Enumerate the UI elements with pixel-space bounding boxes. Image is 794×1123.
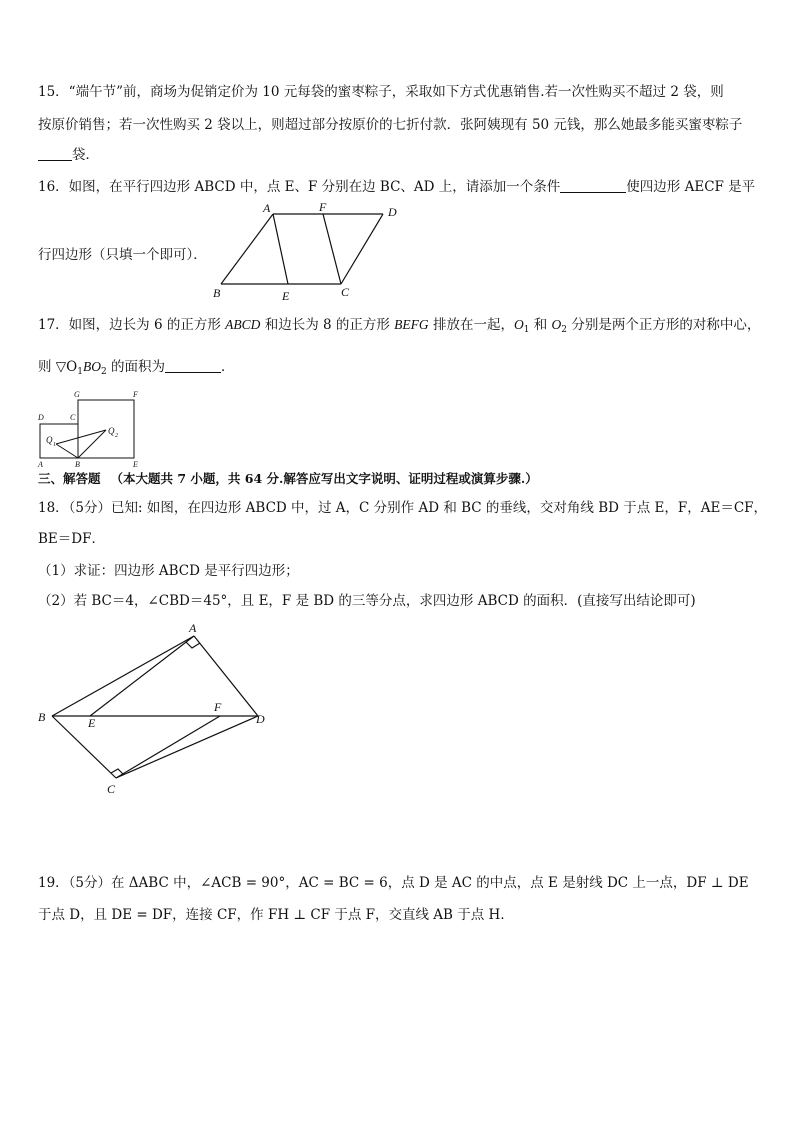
q18-part1: （1）求证：四边形 ABCD 是平行四边形；	[38, 563, 299, 579]
q18-line1: 18．（5分）已知: 如图，在四边形 ABCD 中，过 A，C 分别作 AD 和 BC 的垂线，交对角线 BD 于点 E，F，AE＝CF，	[38, 500, 768, 516]
q16-label-A: A	[263, 201, 271, 215]
q17-label-Q2: Q	[108, 426, 115, 436]
section3-heading	[38, 470, 538, 488]
q16-line1-prefix: 16．如图，在平行四边形 ABCD 中，点 E、F 分别在边 BC、AD 上，请添加一个条件	[38, 179, 561, 195]
q16-label-B: B	[213, 286, 221, 300]
q18-label-F: F	[214, 700, 222, 714]
q17-line2: 则 $▽O_1BO_2$ 的面积为 ．	[38, 359, 235, 377]
q15-line2: 按原价销售；若一次性购买 2 袋以上，则超过部分按原价的七折付款．张阿姨现有 50 元钱，那么她最多能买蜜枣粽子	[38, 117, 743, 133]
q16-label-F: F	[319, 200, 327, 214]
q18-line2: BE＝DF．	[38, 531, 105, 547]
q17-label-D: D	[38, 413, 44, 422]
q17-answer-blank[interactable]	[165, 359, 221, 373]
q17-label-G: G	[74, 390, 80, 399]
q17-label-F: F	[133, 390, 138, 399]
q16-line1	[38, 178, 755, 196]
section3-title: 三、解答题	[38, 471, 101, 486]
q17-label-B: B	[75, 460, 80, 469]
section3-note: （本大题共 7 小题，共 64 分.解答应写出文字说明、证明过程或演算步骤.）	[110, 471, 538, 486]
q16-label-C: C	[341, 285, 350, 299]
q18-label-B: B	[38, 710, 46, 724]
q18-label-C: C	[107, 782, 116, 796]
q15-line3-text: 袋．	[72, 147, 99, 163]
q17-line1: 17．如图，边长为 6 的正方形 ABCD 和边长为 8 的正方形 BEFG 排放在一起，$O_1$ 和 $O_2$ 分别是两个正方形的对称中心，	[38, 317, 761, 335]
q17-label-subscript: 1	[53, 442, 56, 448]
q17-label-Q1: Q	[46, 435, 53, 445]
q17-label-subscript: 2	[115, 433, 118, 439]
q16-parallelogram-figure	[205, 200, 405, 305]
q15-line3	[38, 146, 99, 164]
q19-line1: 19．（5分）在 ΔABC 中，∠ACB = 90°，AC = BC = 6，点 D 是 AC 的中点，点 E 是射线 DC 上一点，DF ⊥ DE	[38, 875, 749, 891]
q16-label-D: D	[388, 205, 397, 219]
q15-answer-blank[interactable]	[38, 147, 72, 161]
q16-label-E: E	[282, 289, 290, 303]
q16-answer-blank[interactable]	[560, 179, 626, 193]
q15-line1: 15．“端午节”前，商场为促销定价为 10 元每袋的蜜枣粽子，采取如下方式优惠销售.若一次性购买不超过 2 袋，则	[38, 84, 724, 100]
q19-line2: 于点 D，且 DE = DF，连接 CF，作 FH ⊥ CF 于点 F，交直线 AB 于点 H．	[38, 907, 514, 923]
q17-label-A: A	[38, 460, 43, 469]
q17-label-E: E	[133, 460, 138, 469]
q18-label-D: D	[256, 712, 265, 726]
q16-line1-suffix: 使四边形 AECF 是平	[626, 179, 756, 195]
q18-label-E: E	[88, 716, 96, 730]
q16-line2: 行四边形（只填一个即可）．	[38, 247, 207, 263]
q17-squares-figure	[36, 390, 146, 470]
q18-label-A: A	[189, 621, 197, 635]
q17-label-C: C	[70, 413, 76, 422]
q18-quadrilateral-figure	[36, 620, 276, 800]
q18-part2: （2）若 BC＝4，∠CBD＝45°，且 E，F 是 BD 的三等分点，求四边形 ABCD 的面积．(直接写出结论即可)	[38, 593, 696, 609]
